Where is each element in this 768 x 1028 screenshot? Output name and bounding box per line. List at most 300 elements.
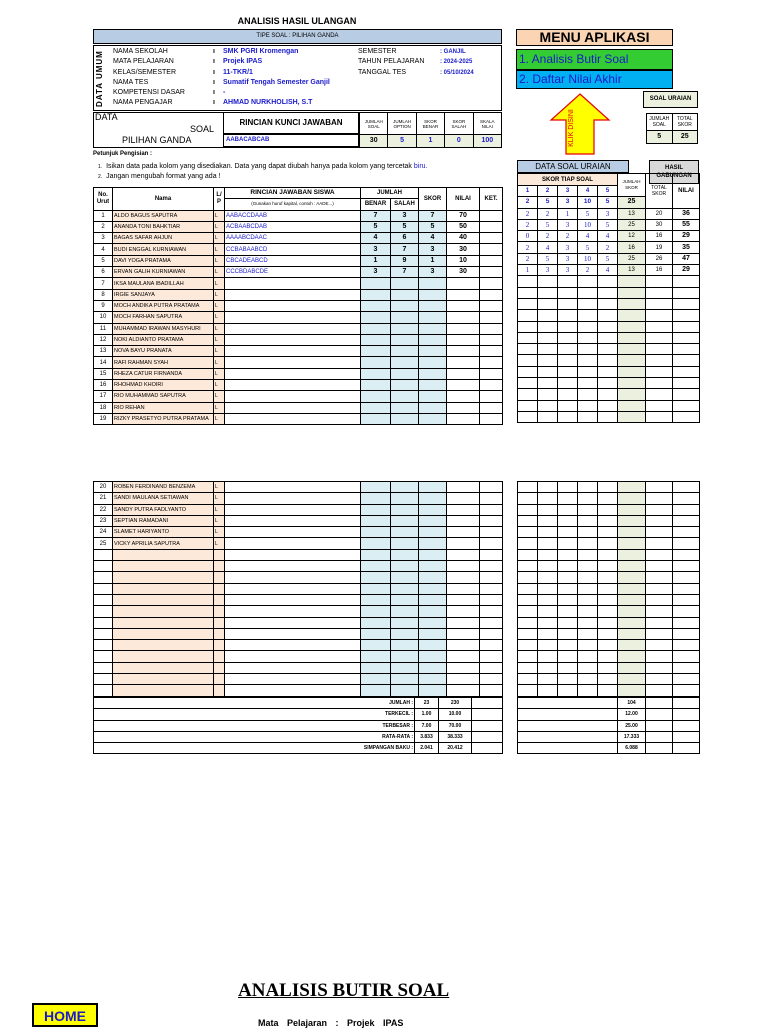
empty-cell[interactable] <box>578 617 598 628</box>
empty-cell[interactable] <box>113 628 214 639</box>
empty-cell[interactable] <box>214 628 225 639</box>
student-name[interactable]: MOCH FARHAN SAPUTRA <box>113 312 214 323</box>
info-right-value[interactable]: : 2024-2025 <box>440 59 473 66</box>
uraian-score-input[interactable] <box>558 504 578 515</box>
student-name[interactable]: SANDI MAULANA SETIAWAN <box>113 493 214 504</box>
empty-cell[interactable] <box>361 628 391 639</box>
empty-cell[interactable] <box>361 640 391 651</box>
jumlah-soal-value[interactable]: 30 <box>360 135 388 148</box>
gender[interactable]: L <box>214 538 225 549</box>
uraian-score-input[interactable] <box>538 355 558 366</box>
empty-cell[interactable] <box>558 674 578 685</box>
empty-cell[interactable] <box>447 572 480 583</box>
empty-cell[interactable] <box>113 549 214 560</box>
empty-cell[interactable] <box>214 640 225 651</box>
ket-cell[interactable] <box>480 300 503 311</box>
empty-cell[interactable] <box>419 561 447 572</box>
student-name[interactable]: ROBEN FERDINAND BENZEMA <box>113 482 214 493</box>
uraian-score-input[interactable]: 5 <box>538 253 558 264</box>
jawaban-input[interactable] <box>225 334 361 345</box>
empty-cell[interactable] <box>447 662 480 673</box>
uraian-score-input[interactable] <box>518 482 538 493</box>
empty-cell[interactable] <box>598 572 618 583</box>
empty-cell[interactable] <box>578 606 598 617</box>
uraian-score-input[interactable] <box>598 400 618 411</box>
uraian-score-input[interactable]: 3 <box>558 242 578 253</box>
uraian-max-score[interactable]: 5 <box>538 197 558 208</box>
empty-cell[interactable] <box>225 549 361 560</box>
gender[interactable]: L <box>214 334 225 345</box>
student-name[interactable]: RIO REHAN <box>113 402 214 413</box>
uraian-score-input[interactable] <box>558 389 578 400</box>
empty-cell[interactable] <box>419 594 447 605</box>
empty-cell[interactable] <box>578 572 598 583</box>
info-value[interactable]: 11-TKR/1 <box>223 68 253 76</box>
uraian-score-input[interactable] <box>598 276 618 287</box>
uraian-score-input[interactable]: 2 <box>518 219 538 230</box>
jawaban-input[interactable] <box>225 504 361 515</box>
empty-cell[interactable] <box>113 561 214 572</box>
empty-cell[interactable] <box>618 561 646 572</box>
empty-cell[interactable] <box>94 561 113 572</box>
uraian-score-input[interactable] <box>518 332 538 343</box>
jawaban-input[interactable]: CCBABAABCD <box>225 244 361 255</box>
empty-cell[interactable] <box>480 583 503 594</box>
empty-cell[interactable] <box>673 549 700 560</box>
empty-cell[interactable] <box>673 685 700 696</box>
empty-cell[interactable] <box>480 617 503 628</box>
jawaban-input[interactable] <box>225 391 361 402</box>
empty-cell[interactable] <box>618 549 646 560</box>
uraian-score-input[interactable] <box>518 504 538 515</box>
uraian-score-input[interactable] <box>558 411 578 422</box>
uraian-score-input[interactable] <box>558 366 578 377</box>
student-name[interactable]: IRGIE SANJAYA <box>113 289 214 300</box>
empty-cell[interactable] <box>225 662 361 673</box>
uraian-score-input[interactable] <box>598 493 618 504</box>
empty-cell[interactable] <box>578 594 598 605</box>
empty-cell[interactable] <box>361 606 391 617</box>
empty-cell[interactable] <box>538 583 558 594</box>
empty-cell[interactable] <box>391 617 419 628</box>
menu-daftar-nilai-akhir[interactable]: 2. Daftar Nilai Akhir <box>516 70 673 89</box>
empty-cell[interactable] <box>578 651 598 662</box>
empty-cell[interactable] <box>361 651 391 662</box>
ket-cell[interactable] <box>480 504 503 515</box>
uraian-score-input[interactable]: 1 <box>518 265 538 276</box>
empty-cell[interactable] <box>646 640 673 651</box>
empty-cell[interactable] <box>618 674 646 685</box>
student-name[interactable]: VICKY APRILIA SAPUTRA <box>113 538 214 549</box>
empty-cell[interactable] <box>598 617 618 628</box>
uraian-score-input[interactable]: 1 <box>558 208 578 219</box>
uraian-score-input[interactable] <box>598 366 618 377</box>
empty-cell[interactable] <box>558 640 578 651</box>
empty-cell[interactable] <box>538 674 558 685</box>
uraian-score-input[interactable] <box>598 344 618 355</box>
uraian-score-input[interactable] <box>558 310 578 321</box>
gender[interactable]: L <box>214 278 225 289</box>
empty-cell[interactable] <box>113 606 214 617</box>
empty-cell[interactable] <box>391 572 419 583</box>
empty-cell[interactable] <box>214 606 225 617</box>
jawaban-input[interactable] <box>225 482 361 493</box>
empty-cell[interactable] <box>94 594 113 605</box>
uraian-score-input[interactable] <box>598 482 618 493</box>
gender[interactable]: L <box>214 233 225 244</box>
empty-cell[interactable] <box>673 572 700 583</box>
uraian-score-input[interactable] <box>558 527 578 538</box>
empty-cell[interactable] <box>391 628 419 639</box>
uraian-score-input[interactable] <box>578 389 598 400</box>
jawaban-input[interactable]: ACBAABCDAB <box>225 221 361 232</box>
empty-cell[interactable] <box>113 594 214 605</box>
uraian-score-input[interactable]: 5 <box>578 208 598 219</box>
ket-cell[interactable] <box>480 278 503 289</box>
empty-cell[interactable] <box>94 674 113 685</box>
empty-cell[interactable] <box>391 606 419 617</box>
empty-cell[interactable] <box>646 685 673 696</box>
empty-cell[interactable] <box>646 594 673 605</box>
empty-cell[interactable] <box>113 572 214 583</box>
empty-cell[interactable] <box>94 628 113 639</box>
uraian-max-score[interactable]: 2 <box>518 197 538 208</box>
student-name[interactable]: RIO MUHAMMAD SAPUTRA <box>113 391 214 402</box>
empty-cell[interactable] <box>214 572 225 583</box>
jawaban-input[interactable] <box>225 493 361 504</box>
empty-cell[interactable] <box>391 640 419 651</box>
ket-cell[interactable] <box>480 346 503 357</box>
ket-cell[interactable] <box>480 323 503 334</box>
empty-cell[interactable] <box>480 572 503 583</box>
uraian-score-input[interactable] <box>578 366 598 377</box>
empty-cell[interactable] <box>518 583 538 594</box>
menu-analisis-butir-soal[interactable]: 1. Analisis Butir Soal <box>516 49 673 70</box>
uraian-score-input[interactable]: 4 <box>598 231 618 242</box>
uraian-score-input[interactable]: 0 <box>518 231 538 242</box>
empty-cell[interactable] <box>94 606 113 617</box>
uraian-score-input[interactable] <box>598 411 618 422</box>
uraian-max-score[interactable]: 3 <box>558 197 578 208</box>
empty-cell[interactable] <box>598 549 618 560</box>
empty-cell[interactable] <box>391 594 419 605</box>
jawaban-input[interactable] <box>225 300 361 311</box>
empty-cell[interactable] <box>673 651 700 662</box>
gender[interactable]: L <box>214 255 225 266</box>
empty-cell[interactable] <box>113 640 214 651</box>
empty-cell[interactable] <box>419 662 447 673</box>
empty-cell[interactable] <box>447 617 480 628</box>
student-name[interactable]: SLAMET HARIYANTO <box>113 527 214 538</box>
empty-cell[interactable] <box>518 594 538 605</box>
uraian-score-input[interactable] <box>518 378 538 389</box>
empty-cell[interactable] <box>558 628 578 639</box>
ket-cell[interactable] <box>480 368 503 379</box>
empty-cell[interactable] <box>447 606 480 617</box>
uraian-score-input[interactable] <box>538 344 558 355</box>
empty-cell[interactable] <box>113 651 214 662</box>
empty-cell[interactable] <box>673 628 700 639</box>
klik-disini-arrow-icon[interactable] <box>549 92 611 156</box>
empty-cell[interactable] <box>447 685 480 696</box>
empty-cell[interactable] <box>419 628 447 639</box>
empty-cell[interactable] <box>361 662 391 673</box>
gender[interactable]: L <box>214 346 225 357</box>
empty-cell[interactable] <box>518 662 538 673</box>
empty-cell[interactable] <box>214 583 225 594</box>
uraian-score-input[interactable] <box>598 389 618 400</box>
jawaban-input[interactable] <box>225 527 361 538</box>
uraian-score-input[interactable] <box>598 538 618 549</box>
empty-cell[interactable] <box>538 549 558 560</box>
gender[interactable]: L <box>214 300 225 311</box>
jumlah-option-value[interactable]: 5 <box>388 135 416 148</box>
empty-cell[interactable] <box>391 685 419 696</box>
jawaban-input[interactable] <box>225 515 361 526</box>
empty-cell[interactable] <box>538 651 558 662</box>
uraian-score-input[interactable] <box>538 411 558 422</box>
empty-cell[interactable] <box>225 572 361 583</box>
gender[interactable]: L <box>214 402 225 413</box>
empty-cell[interactable] <box>225 561 361 572</box>
uraian-score-input[interactable] <box>538 504 558 515</box>
uraian-score-input[interactable] <box>558 378 578 389</box>
empty-cell[interactable] <box>618 640 646 651</box>
jawaban-input[interactable]: CCCBDABCDE <box>225 267 361 278</box>
student-name[interactable]: RAFI RAHMAN SYAH <box>113 357 214 368</box>
empty-cell[interactable] <box>419 549 447 560</box>
jawaban-input[interactable]: AABACCDAAB <box>225 210 361 221</box>
empty-cell[interactable] <box>480 662 503 673</box>
uraian-score-input[interactable]: 2 <box>558 231 578 242</box>
empty-cell[interactable] <box>225 606 361 617</box>
empty-cell[interactable] <box>598 583 618 594</box>
home-button[interactable]: HOME <box>32 1003 98 1027</box>
empty-cell[interactable] <box>94 685 113 696</box>
student-name[interactable]: RHOHMAD KHOIRI <box>113 380 214 391</box>
empty-cell[interactable] <box>518 617 538 628</box>
empty-cell[interactable] <box>618 594 646 605</box>
empty-cell[interactable] <box>578 640 598 651</box>
empty-cell[interactable] <box>558 572 578 583</box>
empty-cell[interactable] <box>419 572 447 583</box>
empty-cell[interactable] <box>391 549 419 560</box>
info-value[interactable]: Sumatif Tengah Semester Ganjil <box>223 78 330 86</box>
uraian-score-input[interactable] <box>598 355 618 366</box>
empty-cell[interactable] <box>419 651 447 662</box>
uraian-score-input[interactable] <box>578 482 598 493</box>
uraian-score-input[interactable] <box>538 515 558 526</box>
info-right-value[interactable]: : GANJIL <box>440 49 466 55</box>
uraian-score-input[interactable] <box>598 298 618 309</box>
empty-cell[interactable] <box>598 662 618 673</box>
jawaban-input[interactable] <box>225 323 361 334</box>
ket-cell[interactable] <box>480 233 503 244</box>
empty-cell[interactable] <box>94 572 113 583</box>
uraian-score-input[interactable] <box>518 538 538 549</box>
uraian-score-input[interactable] <box>518 344 538 355</box>
empty-cell[interactable] <box>518 674 538 685</box>
empty-cell[interactable] <box>447 594 480 605</box>
empty-cell[interactable] <box>214 662 225 673</box>
empty-cell[interactable] <box>673 640 700 651</box>
empty-cell[interactable] <box>618 662 646 673</box>
jawaban-input[interactable] <box>225 368 361 379</box>
jawaban-input[interactable] <box>225 312 361 323</box>
uraian-score-input[interactable]: 5 <box>598 253 618 264</box>
uraian-score-input[interactable] <box>598 287 618 298</box>
empty-cell[interactable] <box>480 561 503 572</box>
skor-benar-value[interactable]: 1 <box>416 135 444 148</box>
uraian-score-input[interactable] <box>518 287 538 298</box>
student-name[interactable]: RIZKY PRASETYO PUTRA PRATAMA <box>113 413 214 424</box>
empty-cell[interactable] <box>598 606 618 617</box>
empty-cell[interactable] <box>361 561 391 572</box>
uraian-max-score[interactable]: 10 <box>578 197 598 208</box>
ket-cell[interactable] <box>480 210 503 221</box>
uraian-score-input[interactable] <box>518 411 538 422</box>
empty-cell[interactable] <box>558 617 578 628</box>
uraian-score-input[interactable] <box>578 310 598 321</box>
empty-cell[interactable] <box>225 685 361 696</box>
empty-cell[interactable] <box>214 561 225 572</box>
uraian-score-input[interactable]: 10 <box>578 219 598 230</box>
empty-cell[interactable] <box>419 583 447 594</box>
empty-cell[interactable] <box>646 572 673 583</box>
empty-cell[interactable] <box>578 561 598 572</box>
student-name[interactable]: MUHAMMAD IRAWAN MASYHURI <box>113 323 214 334</box>
jawaban-input[interactable] <box>225 289 361 300</box>
uraian-score-input[interactable] <box>558 493 578 504</box>
gender[interactable]: L <box>214 482 225 493</box>
ket-cell[interactable] <box>480 221 503 232</box>
gender[interactable]: L <box>214 368 225 379</box>
empty-cell[interactable] <box>419 674 447 685</box>
uraian-score-input[interactable] <box>518 515 538 526</box>
empty-cell[interactable] <box>480 640 503 651</box>
empty-cell[interactable] <box>598 685 618 696</box>
empty-cell[interactable] <box>598 561 618 572</box>
empty-cell[interactable] <box>518 561 538 572</box>
student-name[interactable]: IKSA MAULANA IBADILLAH <box>113 278 214 289</box>
uraian-score-input[interactable] <box>578 400 598 411</box>
empty-cell[interactable] <box>361 549 391 560</box>
empty-cell[interactable] <box>480 651 503 662</box>
student-name[interactable]: RHEZA CATUR FIRNANDA <box>113 368 214 379</box>
empty-cell[interactable] <box>225 640 361 651</box>
uraian-score-input[interactable] <box>598 321 618 332</box>
empty-cell[interactable] <box>646 628 673 639</box>
empty-cell[interactable] <box>94 651 113 662</box>
gender[interactable]: L <box>214 380 225 391</box>
empty-cell[interactable] <box>598 640 618 651</box>
empty-cell[interactable] <box>480 594 503 605</box>
ket-cell[interactable] <box>480 312 503 323</box>
empty-cell[interactable] <box>558 685 578 696</box>
gender[interactable]: L <box>214 515 225 526</box>
uraian-score-input[interactable] <box>538 538 558 549</box>
uraian-score-input[interactable] <box>538 493 558 504</box>
empty-cell[interactable] <box>419 685 447 696</box>
empty-cell[interactable] <box>94 583 113 594</box>
uraian-score-input[interactable] <box>518 389 538 400</box>
empty-cell[interactable] <box>558 549 578 560</box>
jawaban-input[interactable]: CBCADEABCD <box>225 255 361 266</box>
uraian-score-input[interactable] <box>578 321 598 332</box>
jawaban-input[interactable]: AAAABCDAAC <box>225 233 361 244</box>
empty-cell[interactable] <box>113 583 214 594</box>
empty-cell[interactable] <box>518 640 538 651</box>
empty-cell[interactable] <box>391 583 419 594</box>
ket-cell[interactable] <box>480 267 503 278</box>
ket-cell[interactable] <box>480 244 503 255</box>
student-name[interactable]: NOVA BAYU PRANATA <box>113 346 214 357</box>
gender[interactable]: L <box>214 413 225 424</box>
empty-cell[interactable] <box>361 685 391 696</box>
uraian-score-input[interactable]: 2 <box>518 253 538 264</box>
gender[interactable]: L <box>214 221 225 232</box>
empty-cell[interactable] <box>618 617 646 628</box>
uraian-score-input[interactable] <box>578 287 598 298</box>
empty-cell[interactable] <box>447 561 480 572</box>
ket-cell[interactable] <box>480 515 503 526</box>
empty-cell[interactable] <box>538 572 558 583</box>
empty-cell[interactable] <box>673 594 700 605</box>
jawaban-input[interactable] <box>225 402 361 413</box>
empty-cell[interactable] <box>419 617 447 628</box>
empty-cell[interactable] <box>518 628 538 639</box>
uraian-score-input[interactable] <box>518 298 538 309</box>
empty-cell[interactable] <box>618 572 646 583</box>
uraian-score-input[interactable]: 2 <box>518 208 538 219</box>
empty-cell[interactable] <box>419 606 447 617</box>
ket-cell[interactable] <box>480 289 503 300</box>
uraian-score-input[interactable]: 3 <box>538 265 558 276</box>
empty-cell[interactable] <box>598 628 618 639</box>
info-value[interactable]: AHMAD NURKHOLISH, S.T <box>223 99 313 107</box>
empty-cell[interactable] <box>578 662 598 673</box>
empty-cell[interactable] <box>94 640 113 651</box>
ket-cell[interactable] <box>480 357 503 368</box>
empty-cell[interactable] <box>538 617 558 628</box>
jawaban-input[interactable] <box>225 538 361 549</box>
empty-cell[interactable] <box>94 549 113 560</box>
empty-cell[interactable] <box>391 651 419 662</box>
empty-cell[interactable] <box>558 561 578 572</box>
jawaban-input[interactable] <box>225 413 361 424</box>
empty-cell[interactable] <box>646 674 673 685</box>
ket-cell[interactable] <box>480 538 503 549</box>
empty-cell[interactable] <box>361 594 391 605</box>
empty-cell[interactable] <box>447 628 480 639</box>
empty-cell[interactable] <box>225 628 361 639</box>
empty-cell[interactable] <box>598 594 618 605</box>
uraian-score-input[interactable] <box>578 355 598 366</box>
gender[interactable]: L <box>214 323 225 334</box>
student-name[interactable]: DAVI YOGA PRATAMA <box>113 255 214 266</box>
empty-cell[interactable] <box>214 651 225 662</box>
uraian-score-input[interactable] <box>518 321 538 332</box>
uraian-score-input[interactable] <box>598 527 618 538</box>
empty-cell[interactable] <box>558 606 578 617</box>
uraian-score-input[interactable] <box>538 287 558 298</box>
empty-cell[interactable] <box>214 674 225 685</box>
empty-cell[interactable] <box>94 617 113 628</box>
empty-cell[interactable] <box>538 685 558 696</box>
uraian-score-input[interactable]: 2 <box>518 242 538 253</box>
empty-cell[interactable] <box>113 617 214 628</box>
empty-cell[interactable] <box>558 662 578 673</box>
